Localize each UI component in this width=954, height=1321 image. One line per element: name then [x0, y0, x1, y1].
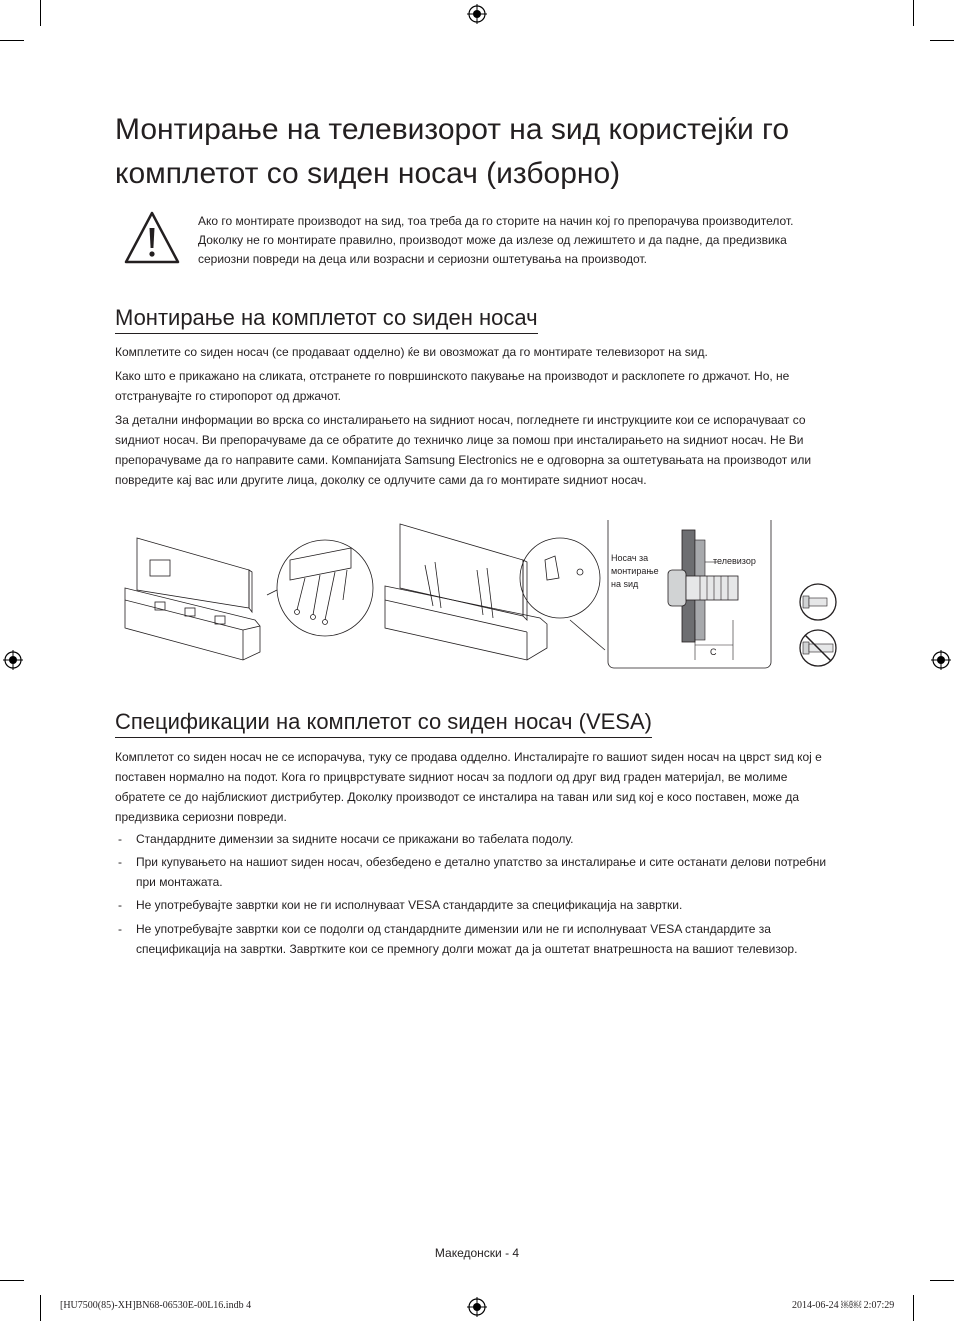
list-item: - Стандардните димензии за ѕидните носачи се прикажани во табелата подолу.	[118, 832, 574, 846]
paragraph: За детални информации во врска со инсталирањето на ѕидниот носач, погледнете ги инструкциите кои се испорачуваат со ѕидниот носач. Ви препорачуваме да се обратите до техничко лице за помош при инсталирањето на ѕидниот носач. Не Ви препорачуваме да го направите сами. Компанијата Samsung Electronics не е одговорна за оштетувањата на производот или повредите кај вас или другите лица, доколку се одлучите сами да го монтирате ѕидниот носач.	[115, 413, 812, 487]
tv-label: телевизор	[713, 556, 756, 566]
paragraph: Како што е прикажано на сликата, отстранете го површинското пакување на производот и расклопете го држачот. Но, не отстранувајте го стиропорот од држачот.	[115, 369, 790, 403]
page-number: Македонски - 4	[434, 1246, 520, 1260]
incorrect-screw-icon	[800, 630, 836, 666]
crop-mark	[913, 0, 914, 26]
wall-mount-label: Носач за монтирање на ѕид	[611, 553, 659, 589]
warning-triangle-icon	[124, 210, 180, 266]
paragraph: Комплетот со ѕиден носач не се испорачува, туку се продава одделно. Инсталирајте го вашиот ѕиден носач на цврст ѕид кој е поставен нормално на подот. Кога го прицврстувате ѕидниот носач за подлоги од друг вид граден материјал, ве молиме обратете се до најблискиот дистрибутер. Доколку производот се инсталира на таван или ѕид кој е косо поставен, може да предизвика сериозни повреди.	[115, 750, 822, 824]
crop-mark	[930, 1280, 954, 1281]
wall-mount-illustration	[115, 520, 840, 675]
registration-mark-icon	[931, 650, 951, 670]
registration-mark-icon	[3, 650, 23, 670]
crop-mark	[913, 1295, 914, 1321]
list-item: - Не употребувајте завртки кои не ги исполнуваат VESA стандардите за спецификација на завртки.	[118, 898, 683, 912]
crop-mark	[0, 40, 24, 41]
file-info: [HU7500(85)-XH]BN68-06530E-00L16.indb 4	[60, 1300, 252, 1311]
crop-mark	[40, 1295, 41, 1321]
section-heading-wall-mount: Монтирање на комплетот со ѕиден носач	[115, 304, 538, 334]
crop-mark	[0, 1280, 24, 1281]
list-item: - При купувањето на нашиот ѕиден носач, обезбедено е детално упатство за инсталирање и сите останати делови потребни при монтажата.	[118, 855, 827, 889]
cross-section-illustration	[668, 530, 738, 660]
registration-mark-icon	[467, 4, 487, 24]
registration-mark-icon	[467, 1297, 487, 1317]
section-heading-vesa: Спецификации на комплетот со ѕиден носач (VESA)	[115, 708, 652, 738]
list-item: - Не употребувајте завртки кои се подолги од стандардните димензии или не ги исполнуваат VESA стандардите за спецификација на завртки. Завртките кои се премногу долги можат да ја оштетат внатрешноста на вашиот телевизор.	[118, 922, 798, 956]
paragraph: Комплетите со ѕиден носач (се продаваат одделно) ќе ви овозможат да го монтирате телевизорот на ѕид.	[115, 345, 708, 359]
correct-screw-icon	[800, 584, 836, 620]
crop-mark	[40, 0, 41, 26]
crop-mark	[930, 40, 954, 41]
tv-in-packaging-illustration	[125, 538, 260, 660]
magnified-screws-illustration	[267, 540, 373, 636]
dimension-c-label: C	[710, 647, 717, 657]
page-title: Монтирање на телевизорот на ѕид користејќи го комплетот со ѕиден носач (изборно)	[115, 113, 790, 190]
print-timestamp: 2014-06-24 ￼￼ 2:07:29	[792, 1300, 895, 1311]
warning-text: Ако го монтирате производот на ѕид, тоа треба да го сторите на начин кој го препорачува производителот. Доколку не го монтирате правилно, производот може да излезе од лежиштето и да падне, да предизвика сериозни повреди на деца или возрасни и сериозни оштетувања на производот.	[198, 214, 794, 266]
